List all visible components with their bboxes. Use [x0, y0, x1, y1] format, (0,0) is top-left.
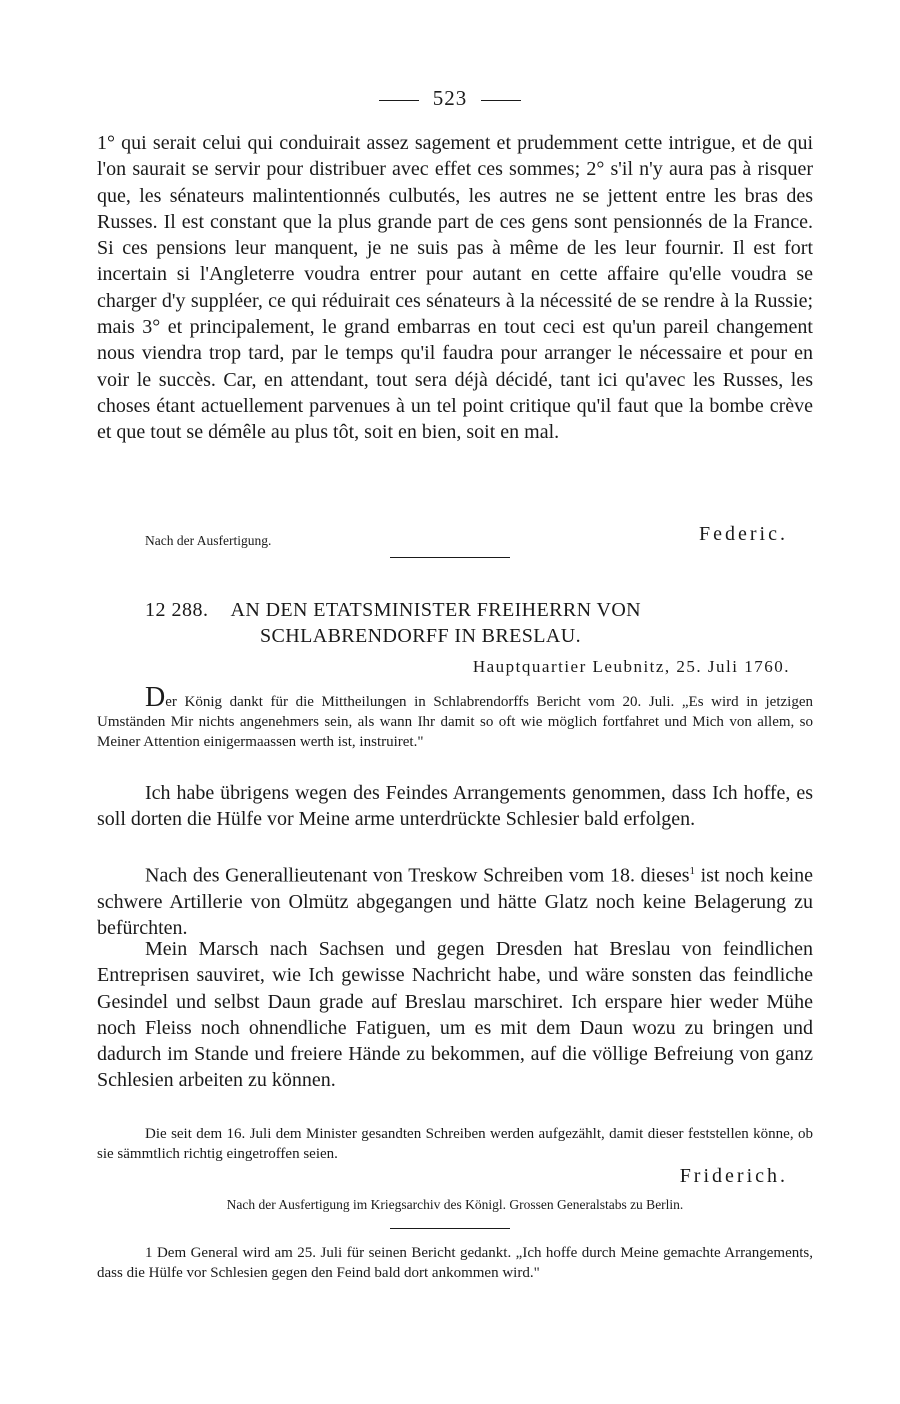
dateline: Hauptquartier Leubnitz, 25. Juli 1760. — [472, 657, 790, 676]
footnote-number: 1 — [145, 1245, 153, 1261]
continuation-paragraph: 1° qui serait celui qui conduirait assez sagement et prudemment cette intrigue, et de qui l'on saurait se servir pour distribuer avec effet ces sommes; 2° s'il n'y aura pas à risquer que, les sénateurs malintentionnés culbutés, les autres ne se jettent entre les bras des Russes. Il est constant que la plus grande part de ces gens sont pensionnés de la France. Si ces pensions leur manquent, je ne suis pas à même de les leur fournir. Il est fort incertain si l'Angleterre voudra entrer pour autant en cette affaire qu'elle voudra se charger d'y suppléer, ce qui réduirait ces sénateurs à la nécessité de se rendre à la Russie; mais 3° et principalement, le grand embarras en tout ceci est qu'un pareil changement nous viendra trop tard, par le temps qu'il faudra pour arranger le nécessaire et pour en voir le succès. Car, en attendant, tout sera déjà décidé, tant ici qu'avec les Russes, les choses étant actuellement parvenues à un tel point critique qu'il faut que la bombe crève et que tout se démêle au plus tôt, soit en bien, soit en mal. — [97, 132, 813, 444]
page-number: 523 — [0, 86, 900, 111]
dash-left — [379, 100, 419, 101]
dash-right — [481, 100, 521, 101]
heading-line-1: AN DEN ETATSMINISTER FREIHERRN VON — [230, 599, 642, 621]
body-paragraph: Mein Marsch nach Sachsen und gegen Dresden hat Breslau von feindlichen Entreprisen sauviret, wie Ich gewisse Nachricht habe, und wäre sonsten das feindliche Gesindel und selbst Daun grade auf Breslau marschiret. Ich erspare hier weder Mühe noch Fleiss noch ohnendliche Fatiguen, um es mit dem Daun wozu zu bringen und dadurch im Stande und freiere Hände zu bekommen, auf die völlige Befreiung von ganz Schlesien arbeiten zu können. — [97, 938, 813, 1092]
section-divider — [390, 557, 510, 558]
footnote: 1 Dem General wird am 25. Juli für seinen Bericht gedankt. „Ich hoffe durch Meine gemachte Arrangements, dass die Hülfe vor Schlesien gegen den Feind bald dort ankommen wird." — [97, 1245, 813, 1281]
footnote-marker: 1 — [689, 865, 695, 877]
letter-heading — [145, 597, 825, 649]
signature: Federic. — [699, 523, 788, 545]
body-paragraph: Ich habe übrigens wegen des Feindes Arrangements genommen, dass Ich hoffe, es soll dorten die Hülfe vor Meine arme unterdrückte Schlesier bald erfolgen. — [97, 782, 813, 831]
source-note: Nach der Ausfertigung. — [145, 533, 272, 548]
editor-note: Die seit dem 16. Juli dem Minister gesandten Schreiben werden aufgezählt, damit dieser feststellen könne, ob sie sämmtlich richtig eingetroffen seien. — [97, 1126, 813, 1162]
signature: Friderich. — [679, 1165, 788, 1187]
source-note: Nach der Ausfertigung im Kriegsarchiv des Königl. Grossen Generalstabs zu Berlin. — [226, 1197, 684, 1212]
footnote-divider — [390, 1228, 510, 1229]
letter-number: 12 288. — [145, 599, 209, 621]
summary-paragraph: Der König dankt für die Mittheilungen in Schlabrendorffs Bericht vom 20. Juli. „Es wird in jetzigen Umständen Mir nichts angenehmers sein, als wann Ihr damit so oft wie möglich fortfahret und Mich von allem, so Meiner Attention einigermaassen werth ist, instruiret." — [97, 682, 813, 750]
body-paragraph: Nach des Generallieutenant von Treskow Schreiben vom 18. dieses$^1$ ist noch keine schwere Artillerie von Olmütz abgegangen und hätte Glatz noch keine Belagerung zu befürchten. — [97, 864, 813, 940]
heading-line-2: SCHLABRENDORFF IN BRESLAU. — [260, 625, 582, 647]
drop-cap: D — [145, 682, 166, 713]
